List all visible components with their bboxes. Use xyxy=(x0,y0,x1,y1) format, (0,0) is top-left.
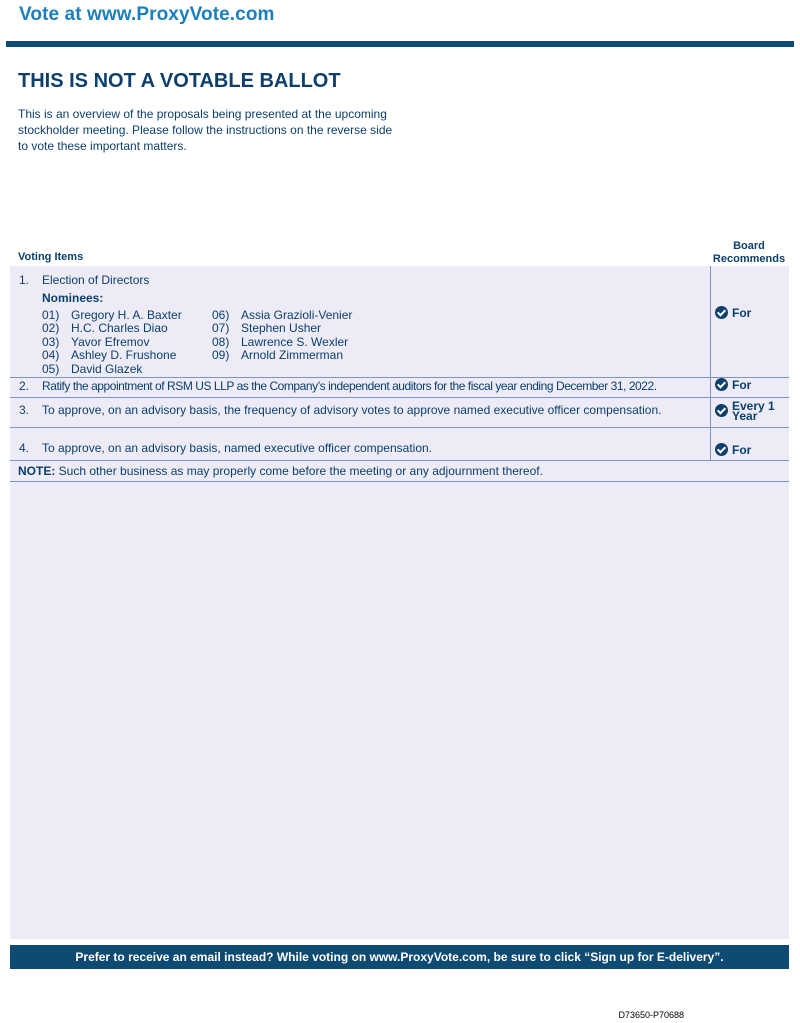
nominee-name: Assia Grazioli-Venier xyxy=(241,308,353,322)
nominee-name: David Glazek xyxy=(71,362,143,376)
nominee-name: Yavor Efremov xyxy=(71,335,150,349)
row-divider xyxy=(10,460,789,461)
check-circle-icon xyxy=(715,378,728,391)
recommendation-value-line1: Every 1 xyxy=(732,399,775,413)
recommendation-item-2 xyxy=(715,378,751,392)
nominee-number: 01) xyxy=(42,308,60,322)
nominee-number: 07) xyxy=(212,321,230,335)
check-circle-icon xyxy=(715,404,728,417)
recommendation-value: For xyxy=(732,378,752,392)
nominee-number: 06) xyxy=(212,308,230,322)
nominee-name: Arnold Zimmerman xyxy=(241,348,344,362)
recommendation-value: For xyxy=(732,443,752,457)
nominee-name: Ashley D. Frushone xyxy=(71,348,177,362)
item-say-on-frequency: To approve, on an advisory basis, the frequency of advisory votes to approve named executive officer compensation. xyxy=(42,403,662,417)
nominees-label: Nominees: xyxy=(42,291,104,305)
recommendation-column-divider xyxy=(710,266,711,460)
voting-items-header: Voting Items xyxy=(18,251,84,263)
board-recommends-header xyxy=(706,240,792,266)
note-text xyxy=(18,464,543,478)
board-header-line2: Recommends xyxy=(712,253,786,265)
item-number: 1. xyxy=(19,273,30,287)
intro-paragraph: This is an overview of the proposals being presented at the upcoming stockholder meeting. Please follow the instructions on the reverse side to vote these important matters. xyxy=(18,107,393,153)
proxyvote-url-heading: Vote at www.ProxyVote.com xyxy=(19,4,275,25)
document-id: D73650-P70688 xyxy=(618,1010,684,1020)
recommendation-value-line2: Year xyxy=(732,409,758,423)
page-title: THIS IS NOT A VOTABLE BALLOT xyxy=(18,70,341,92)
item-say-on-pay: To approve, on an advisory basis, named executive officer compensation. xyxy=(42,441,432,455)
nominee-name: Stephen Usher xyxy=(241,321,322,335)
nominee-name: Gregory H. A. Baxter xyxy=(71,308,182,322)
item-number: 4. xyxy=(19,441,30,455)
edelivery-banner: Prefer to receive an email instead? While voting on www.ProxyVote.com, be sure to click “Sign up for E-delivery”. xyxy=(10,945,789,969)
nominee-number: 03) xyxy=(42,335,60,349)
row-divider xyxy=(10,397,789,398)
nominee-number: 05) xyxy=(42,362,60,376)
recommendation-item-4 xyxy=(715,443,751,457)
item-election-of-directors: Election of Directors xyxy=(42,273,150,287)
row-divider xyxy=(10,481,789,482)
nominee-name: Lawrence S. Wexler xyxy=(241,335,349,349)
header-divider xyxy=(6,41,794,47)
nominee-number: 04) xyxy=(42,348,60,362)
nominee-number: 08) xyxy=(212,335,230,349)
recommendation-item-3 xyxy=(715,401,775,421)
check-circle-icon xyxy=(715,306,728,319)
nominee-item xyxy=(212,349,343,362)
row-divider xyxy=(10,377,789,378)
check-circle-icon xyxy=(715,443,728,456)
nominee-number: 09) xyxy=(212,348,230,362)
nominee-item xyxy=(42,349,176,362)
nominee-name: H.C. Charles Diao xyxy=(71,321,168,335)
nominee-number: 02) xyxy=(42,321,60,335)
nominee-item xyxy=(42,363,142,376)
recommendation-item-1 xyxy=(715,306,751,320)
item-number: 3. xyxy=(19,403,30,417)
item-number: 2. xyxy=(19,379,30,393)
board-header-line1: Board xyxy=(733,240,765,252)
nominee-item xyxy=(42,322,168,335)
note-body: Such other business as may properly come before the meeting or any adjournment thereof. xyxy=(55,464,543,478)
item-ratify-auditors: Ratify the appointment of RSM US LLP as the Company’s independent auditors for the fiscal year ending December 31, 2022. xyxy=(42,379,657,393)
recommendation-value: For xyxy=(732,306,752,320)
note-label: NOTE: xyxy=(18,464,56,478)
nominee-item xyxy=(212,322,321,335)
row-divider xyxy=(10,427,789,428)
